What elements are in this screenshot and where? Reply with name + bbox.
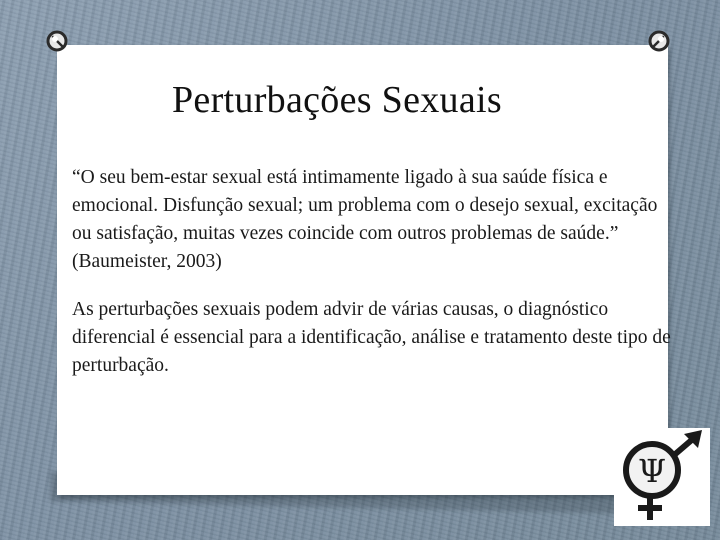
psychology-logo [614,428,710,526]
body-paragraph: As perturbações sexuais podem advir de várias causas, o diagnóstico diferencial é essencial para a identificação, análise e tratamento deste tipo de perturbação. [72,299,671,376]
psi-glyph: Ψ [637,452,667,490]
slide-title: Perturbações Sexuais [172,79,502,121]
pushpin-icon [646,28,672,54]
pushpin-icon [44,28,70,54]
quote-paragraph: “O seu bem-estar sexual está intimamente ligado à sua saúde física e emocional. Disfunção sexual; um problema com o desejo sexual, excitação ou satisfação, muitas vezes coincide com outros problemas de saúde.” (Baumeister, 2003) [72,167,658,272]
psi-gender-symbol-icon [614,428,710,526]
